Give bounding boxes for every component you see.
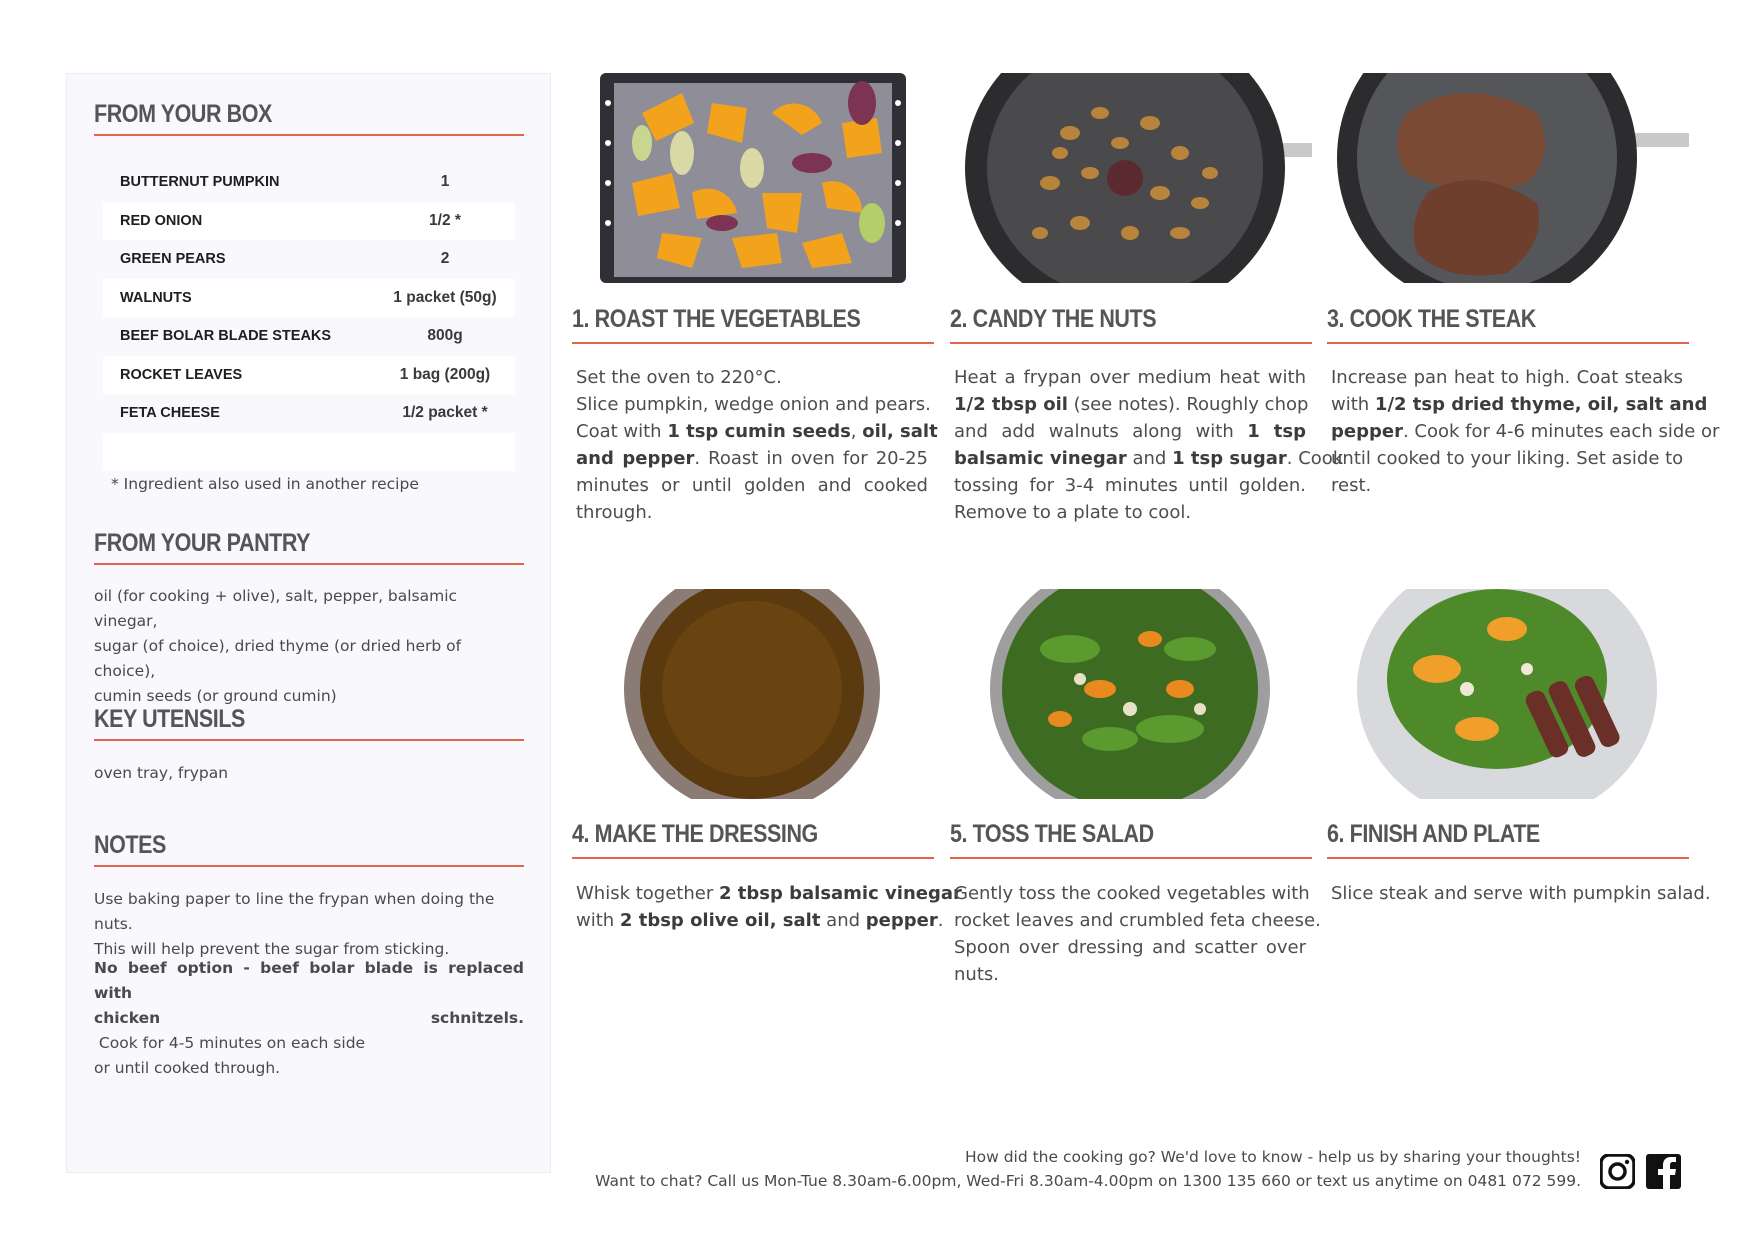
instruction-text: tossing for 3-4 minutes until golden. xyxy=(954,475,1306,496)
step-rule xyxy=(1327,342,1689,344)
instruction-line xyxy=(576,880,962,907)
instruction-line xyxy=(1331,472,1683,499)
instruction-text: , xyxy=(850,421,863,442)
instruction-text: Coat with xyxy=(576,421,668,442)
heading-rule xyxy=(94,739,524,741)
instruction-line xyxy=(954,391,1309,418)
step-rule xyxy=(572,857,934,859)
instruction-text: Whisk together xyxy=(576,883,719,904)
step-title xyxy=(1327,305,1689,334)
from-your-box-heading: FROM YOUR BOX xyxy=(94,100,272,128)
instruction-text: Increase pan heat to high. Coat steaks xyxy=(1331,367,1683,388)
notes-heading: NOTES xyxy=(94,831,166,859)
instruction-line xyxy=(954,961,1306,988)
instruction-text: Heat a frypan over medium heat with xyxy=(954,367,1306,388)
step-rule xyxy=(950,342,1312,344)
instruction-text: nuts. xyxy=(954,964,999,985)
ingredient-name: RED ONION xyxy=(120,212,203,229)
ingredient-quantity: 1 xyxy=(440,173,450,191)
instruction-line xyxy=(954,934,1306,961)
step-title-text: 6. FINISH AND PLATE xyxy=(1327,820,1540,848)
ingredient-row-empty xyxy=(103,433,515,472)
instruction-line xyxy=(576,364,928,391)
instruction-line xyxy=(1331,364,1683,391)
ingredient-quantity: 1/2 * xyxy=(429,211,461,229)
step-title-text: 5. TOSS THE SALAD xyxy=(950,820,1154,848)
instruction-line xyxy=(954,418,1306,445)
instruction-text: through. xyxy=(576,502,653,523)
instruction-emphasis: 2 tbsp olive oil, salt xyxy=(619,910,821,931)
instruction-emphasis: 1 tsp sugar xyxy=(1172,448,1287,469)
step-rule xyxy=(1327,857,1689,859)
instruction-text: Slice steak and serve with pumpkin salad. xyxy=(1331,883,1711,904)
heading-rule xyxy=(94,134,524,136)
instruction-text: Gently toss the cooked vegetables with xyxy=(954,883,1310,904)
step-title xyxy=(950,820,1312,849)
notes-text xyxy=(94,887,524,962)
instruction-line xyxy=(576,907,944,934)
instagram-icon[interactable] xyxy=(1600,1154,1635,1189)
key-utensils-heading: KEY UTENSILS xyxy=(94,705,245,733)
ingredient-row xyxy=(103,356,515,395)
step-instructions xyxy=(576,880,962,934)
instruction-line xyxy=(1331,445,1683,472)
instruction-emphasis: 1 tsp cumin seeds xyxy=(667,421,851,442)
pantry-line: oil (for cooking + olive), salt, pepper, balsamic vinegar, xyxy=(94,587,458,630)
pantry-line: sugar (of choice), dried thyme (or dried herb of choice), xyxy=(94,637,462,680)
instruction-text: . Roast in oven for 20-25 xyxy=(694,448,929,469)
dressing-jar-photo xyxy=(572,589,934,799)
ingredient-name: FETA CHEESE xyxy=(120,405,220,422)
instruction-line xyxy=(954,445,1344,472)
no-beef-option-note xyxy=(94,956,524,1081)
instruction-line xyxy=(576,472,928,499)
pantry-list xyxy=(94,584,524,709)
instruction-text: and xyxy=(820,910,866,931)
instruction-line xyxy=(1331,418,1720,445)
steaks-frypan-photo xyxy=(1327,73,1689,283)
option-text: Cook for 4-5 minutes on each side xyxy=(94,1034,366,1052)
instruction-line xyxy=(576,499,928,526)
salad-bowl-photo xyxy=(950,589,1312,799)
utensils-text: oven tray, frypan xyxy=(94,764,229,782)
ingredient-name: BUTTERNUT PUMPKIN xyxy=(120,174,280,191)
instruction-text: (see notes). Roughly chop xyxy=(1067,394,1309,415)
step-title-text: 2. CANDY THE NUTS xyxy=(950,305,1157,333)
ingredient-name: ROCKET LEAVES xyxy=(120,366,243,383)
instruction-line xyxy=(576,418,938,445)
ingredient-row xyxy=(103,279,515,318)
instruction-emphasis: oil, salt xyxy=(862,421,938,442)
instruction-text: . xyxy=(937,910,944,931)
instruction-text: with xyxy=(1331,394,1375,415)
instruction-text: Slice pumpkin, wedge onion and pears. xyxy=(576,394,931,415)
instruction-text: and add walnuts along with xyxy=(954,421,1248,442)
step-title xyxy=(572,820,934,849)
step-rule xyxy=(572,342,934,344)
ingredient-quantity: 800g xyxy=(427,327,463,345)
ingredient-name: GREEN PEARS xyxy=(120,251,226,268)
instruction-text: . Cook for 4-6 minutes each side or xyxy=(1402,421,1720,442)
step-rule xyxy=(950,857,1312,859)
instruction-line xyxy=(954,472,1306,499)
ingredient-quantity: 2 xyxy=(440,250,450,268)
step-title xyxy=(572,305,934,334)
feedback-line: How did the cooking go? We'd love to know - help us by sharing your thoughts! xyxy=(964,1148,1581,1166)
instruction-text: rocket leaves and crumbled feta cheese. xyxy=(954,910,1321,931)
instruction-text: with xyxy=(576,910,620,931)
step-instructions xyxy=(954,880,1321,988)
ingredients-sidebar xyxy=(66,73,551,1173)
ingredients-table xyxy=(103,163,515,471)
notes-line: Use baking paper to line the frypan when doing the nuts. xyxy=(94,890,495,933)
ingredient-quantity: 1/2 packet * xyxy=(402,404,488,422)
walnuts-frypan-photo xyxy=(950,73,1312,283)
instruction-line xyxy=(1331,391,1708,418)
instruction-text: minutes or until golden and cooked xyxy=(576,475,928,496)
instruction-line xyxy=(954,880,1310,907)
instruction-line xyxy=(576,391,931,418)
ingredient-row xyxy=(103,394,515,433)
instruction-emphasis: 1/2 tsp dried thyme, oil, salt and xyxy=(1374,394,1708,415)
instruction-emphasis: balsamic vinegar xyxy=(954,448,1127,469)
notes-line: This will help prevent the sugar from sticking. xyxy=(94,940,450,958)
contact-line: Want to chat? Call us Mon-Tue 8.30am-6.00pm, Wed-Fri 8.30am-4.00pm on 1300 135 660 or text us anytime on 0481 072 599. xyxy=(595,1172,1581,1190)
option-text: or until cooked through. xyxy=(94,1059,281,1077)
instruction-text: and xyxy=(1126,448,1173,469)
step-title-text: 3. COOK THE STEAK xyxy=(1327,305,1536,333)
instruction-emphasis: and pepper xyxy=(576,448,695,469)
step-title xyxy=(1327,820,1689,849)
plated-steak-salad-photo xyxy=(1327,589,1689,799)
ingredient-row xyxy=(103,163,515,202)
step-title xyxy=(950,305,1312,334)
instruction-emphasis: pepper xyxy=(865,910,938,931)
pantry-line: cumin seeds (or ground cumin) xyxy=(94,687,337,705)
instruction-line xyxy=(954,364,1306,391)
instruction-emphasis: 2 tbsp balsamic vinegar xyxy=(718,883,962,904)
instruction-text: rest. xyxy=(1331,475,1372,496)
from-your-pantry-heading: FROM YOUR PANTRY xyxy=(94,529,311,557)
instruction-text: Spoon over dressing and scatter over xyxy=(954,937,1306,958)
instruction-text: until cooked to your liking. Set aside to xyxy=(1331,448,1684,469)
instruction-emphasis: pepper xyxy=(1331,421,1403,442)
ingredient-footnote: * Ingredient also used in another recipe xyxy=(111,475,419,493)
instruction-emphasis: 1/2 tbsp oil xyxy=(954,394,1068,415)
instruction-line xyxy=(576,445,928,472)
instruction-text: Remove to a plate to cool. xyxy=(954,502,1192,523)
step-instructions xyxy=(1331,364,1720,499)
step-title-text: 1. ROAST THE VEGETABLES xyxy=(572,305,861,333)
step-instructions xyxy=(1331,880,1711,907)
heading-rule xyxy=(94,563,524,565)
instruction-text: . Cook xyxy=(1286,448,1344,469)
ingredient-row xyxy=(103,240,515,279)
ingredient-row xyxy=(103,202,515,241)
instruction-line xyxy=(954,907,1321,934)
option-bold-text: No beef option - beef bolar blade is replaced with xyxy=(94,959,524,1002)
instruction-line xyxy=(1331,880,1711,907)
heading-rule xyxy=(94,865,524,867)
facebook-icon[interactable] xyxy=(1646,1154,1681,1189)
ingredient-name: WALNUTS xyxy=(120,289,192,306)
ingredient-quantity: 1 packet (50g) xyxy=(393,288,497,306)
instruction-emphasis: 1 tsp xyxy=(1247,421,1306,442)
option-bold-text: chicken schnitzels. xyxy=(94,1009,524,1027)
ingredient-quantity: 1 bag (200g) xyxy=(399,365,491,383)
instruction-text: Set the oven to 220°C. xyxy=(576,367,782,388)
step-instructions xyxy=(576,364,938,526)
roasted-vegetables-tray-photo xyxy=(572,73,934,283)
instruction-line xyxy=(954,499,1306,526)
ingredient-name: BEEF BOLAR BLADE STEAKS xyxy=(120,328,332,345)
ingredient-row xyxy=(103,317,515,356)
step-title-text: 4. MAKE THE DRESSING xyxy=(572,820,818,848)
step-instructions xyxy=(954,364,1344,526)
